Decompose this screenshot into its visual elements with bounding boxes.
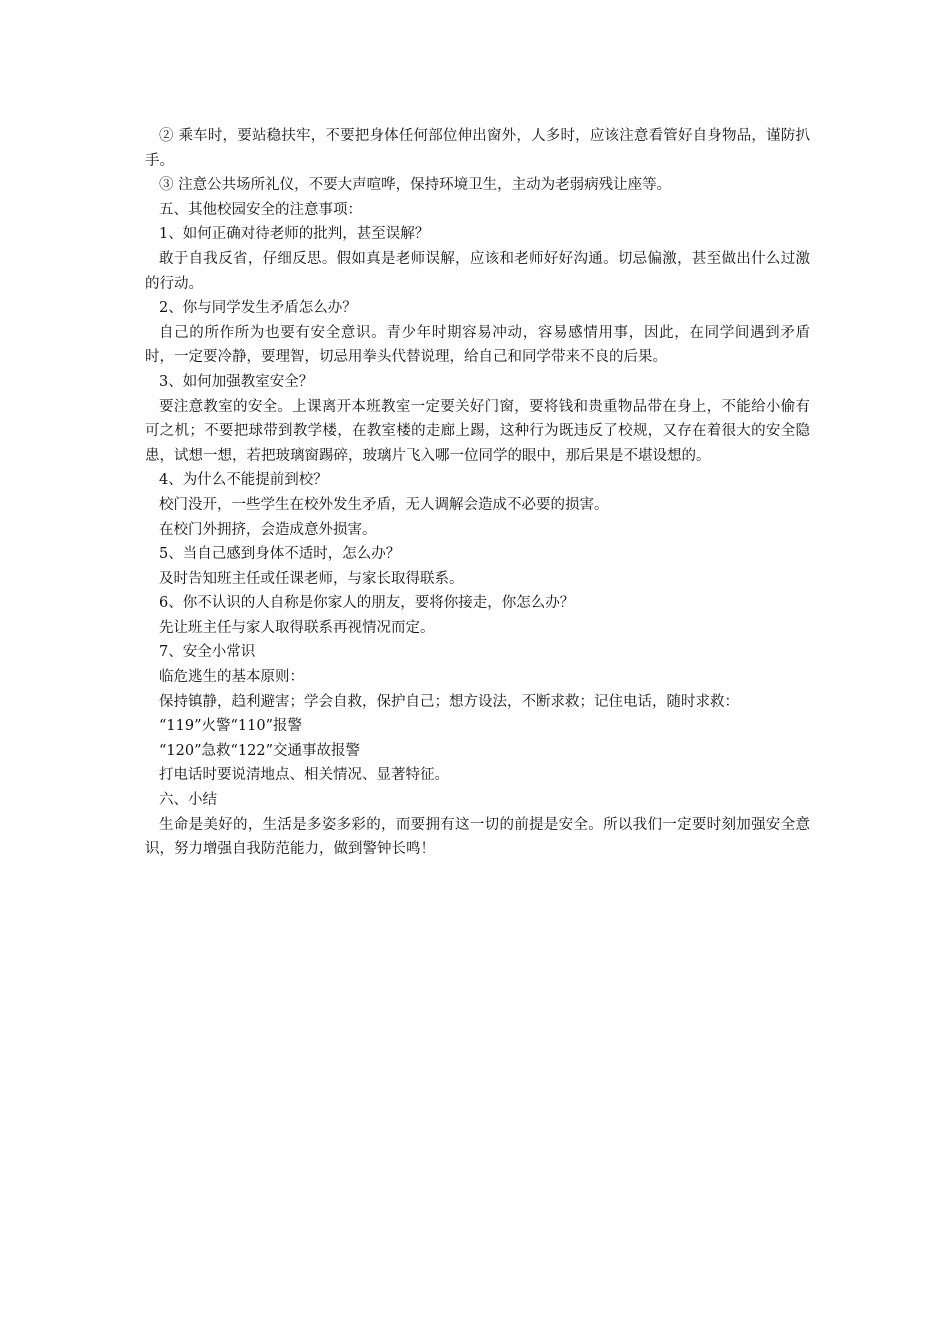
- question-7: 7、安全小常识: [159, 644, 256, 661]
- document-body: [145, 124, 810, 862]
- question-6: 6、你不认识的人自称是你家人的朋友，要将你接走，你怎么办？: [159, 595, 575, 612]
- answer-3: 要注意教室的安全。上课离开本班教室一定要关好门窗，要将钱和贵重物品带在身上，不能给小偷有可之机；不要把球带到教学楼，在教室楼的走廊上踢，这种行为既违反了校规，又存在着很大的安全隐患，试想一想，若把玻璃窗踢碎，玻璃片飞入哪一位同学的眼中，那后果是不堪设想的。: [145, 398, 810, 464]
- answer-2: 自己的所作所为也要有安全意识。青少年时期容易冲动，容易感情用事，因此，在同学间遇到矛盾时，一定要冷静，要理智，切忌用拳头代替说理，给自己和同学带来不良的后果。: [145, 324, 810, 366]
- summary-paragraph: 生命是美好的，生活是多姿多彩的，而要拥有这一切的前提是安全。所以我们一定要时刻加强安全意识，努力增强自我防范能力，做到警钟长鸣！: [145, 816, 810, 858]
- question-3: 3、如何加强教室安全？: [159, 373, 314, 390]
- paragraph-ride-safety: ② 乘车时，要站稳扶牢，不要把身体任何部位伸出窗外，人多时，应该注意看管好自身物品，谨防扒手。: [145, 128, 810, 169]
- answer-5: 及时告知班主任或任课老师，与家长取得联系。: [159, 570, 464, 587]
- emergency-numbers-2: “120”急救“122”交通事故报警: [159, 742, 361, 759]
- section-heading-5: 五、其他校园安全的注意事项：: [159, 201, 362, 218]
- question-4: 4、为什么不能提前到校？: [159, 472, 328, 489]
- answer-4b: 在校门外拥挤，会造成意外损害。: [159, 521, 377, 538]
- paragraph-public-etiquette: ③ 注意公共场所礼仪，不要大声喧哗，保持环境卫生，主动为老弱病残让座等。: [159, 177, 672, 194]
- section-heading-6: 六、小结: [159, 792, 217, 809]
- question-2: 2、你与同学发生矛盾怎么办？: [159, 300, 357, 317]
- phone-call-tip: 打电话时要说清地点、相关情况、显著特征。: [159, 767, 449, 784]
- emergency-numbers-1: “119”火警“110”报警: [159, 718, 303, 735]
- escape-principles: 保持镇静，趋利避害；学会自救，保护自己；想方设法，不断求救；记住电话，随时求救：: [159, 693, 739, 710]
- question-5: 5、当自己感到身体不适时，怎么办？: [159, 546, 401, 563]
- answer-1: 敢于自我反省，仔细反思。假如真是老师误解，应该和老师好好沟通。切忌偏激，甚至做出什么过激的行动。: [145, 250, 810, 292]
- question-1: 1、如何正确对待老师的批判，甚至误解？: [159, 226, 430, 243]
- answer-6: 先让班主任与家人取得联系再视情况而定。: [159, 619, 435, 636]
- answer-4a: 校门没开，一些学生在校外发生矛盾，无人调解会造成不必要的损害。: [159, 496, 609, 513]
- escape-principles-heading: 临危逃生的基本原则：: [159, 669, 304, 686]
